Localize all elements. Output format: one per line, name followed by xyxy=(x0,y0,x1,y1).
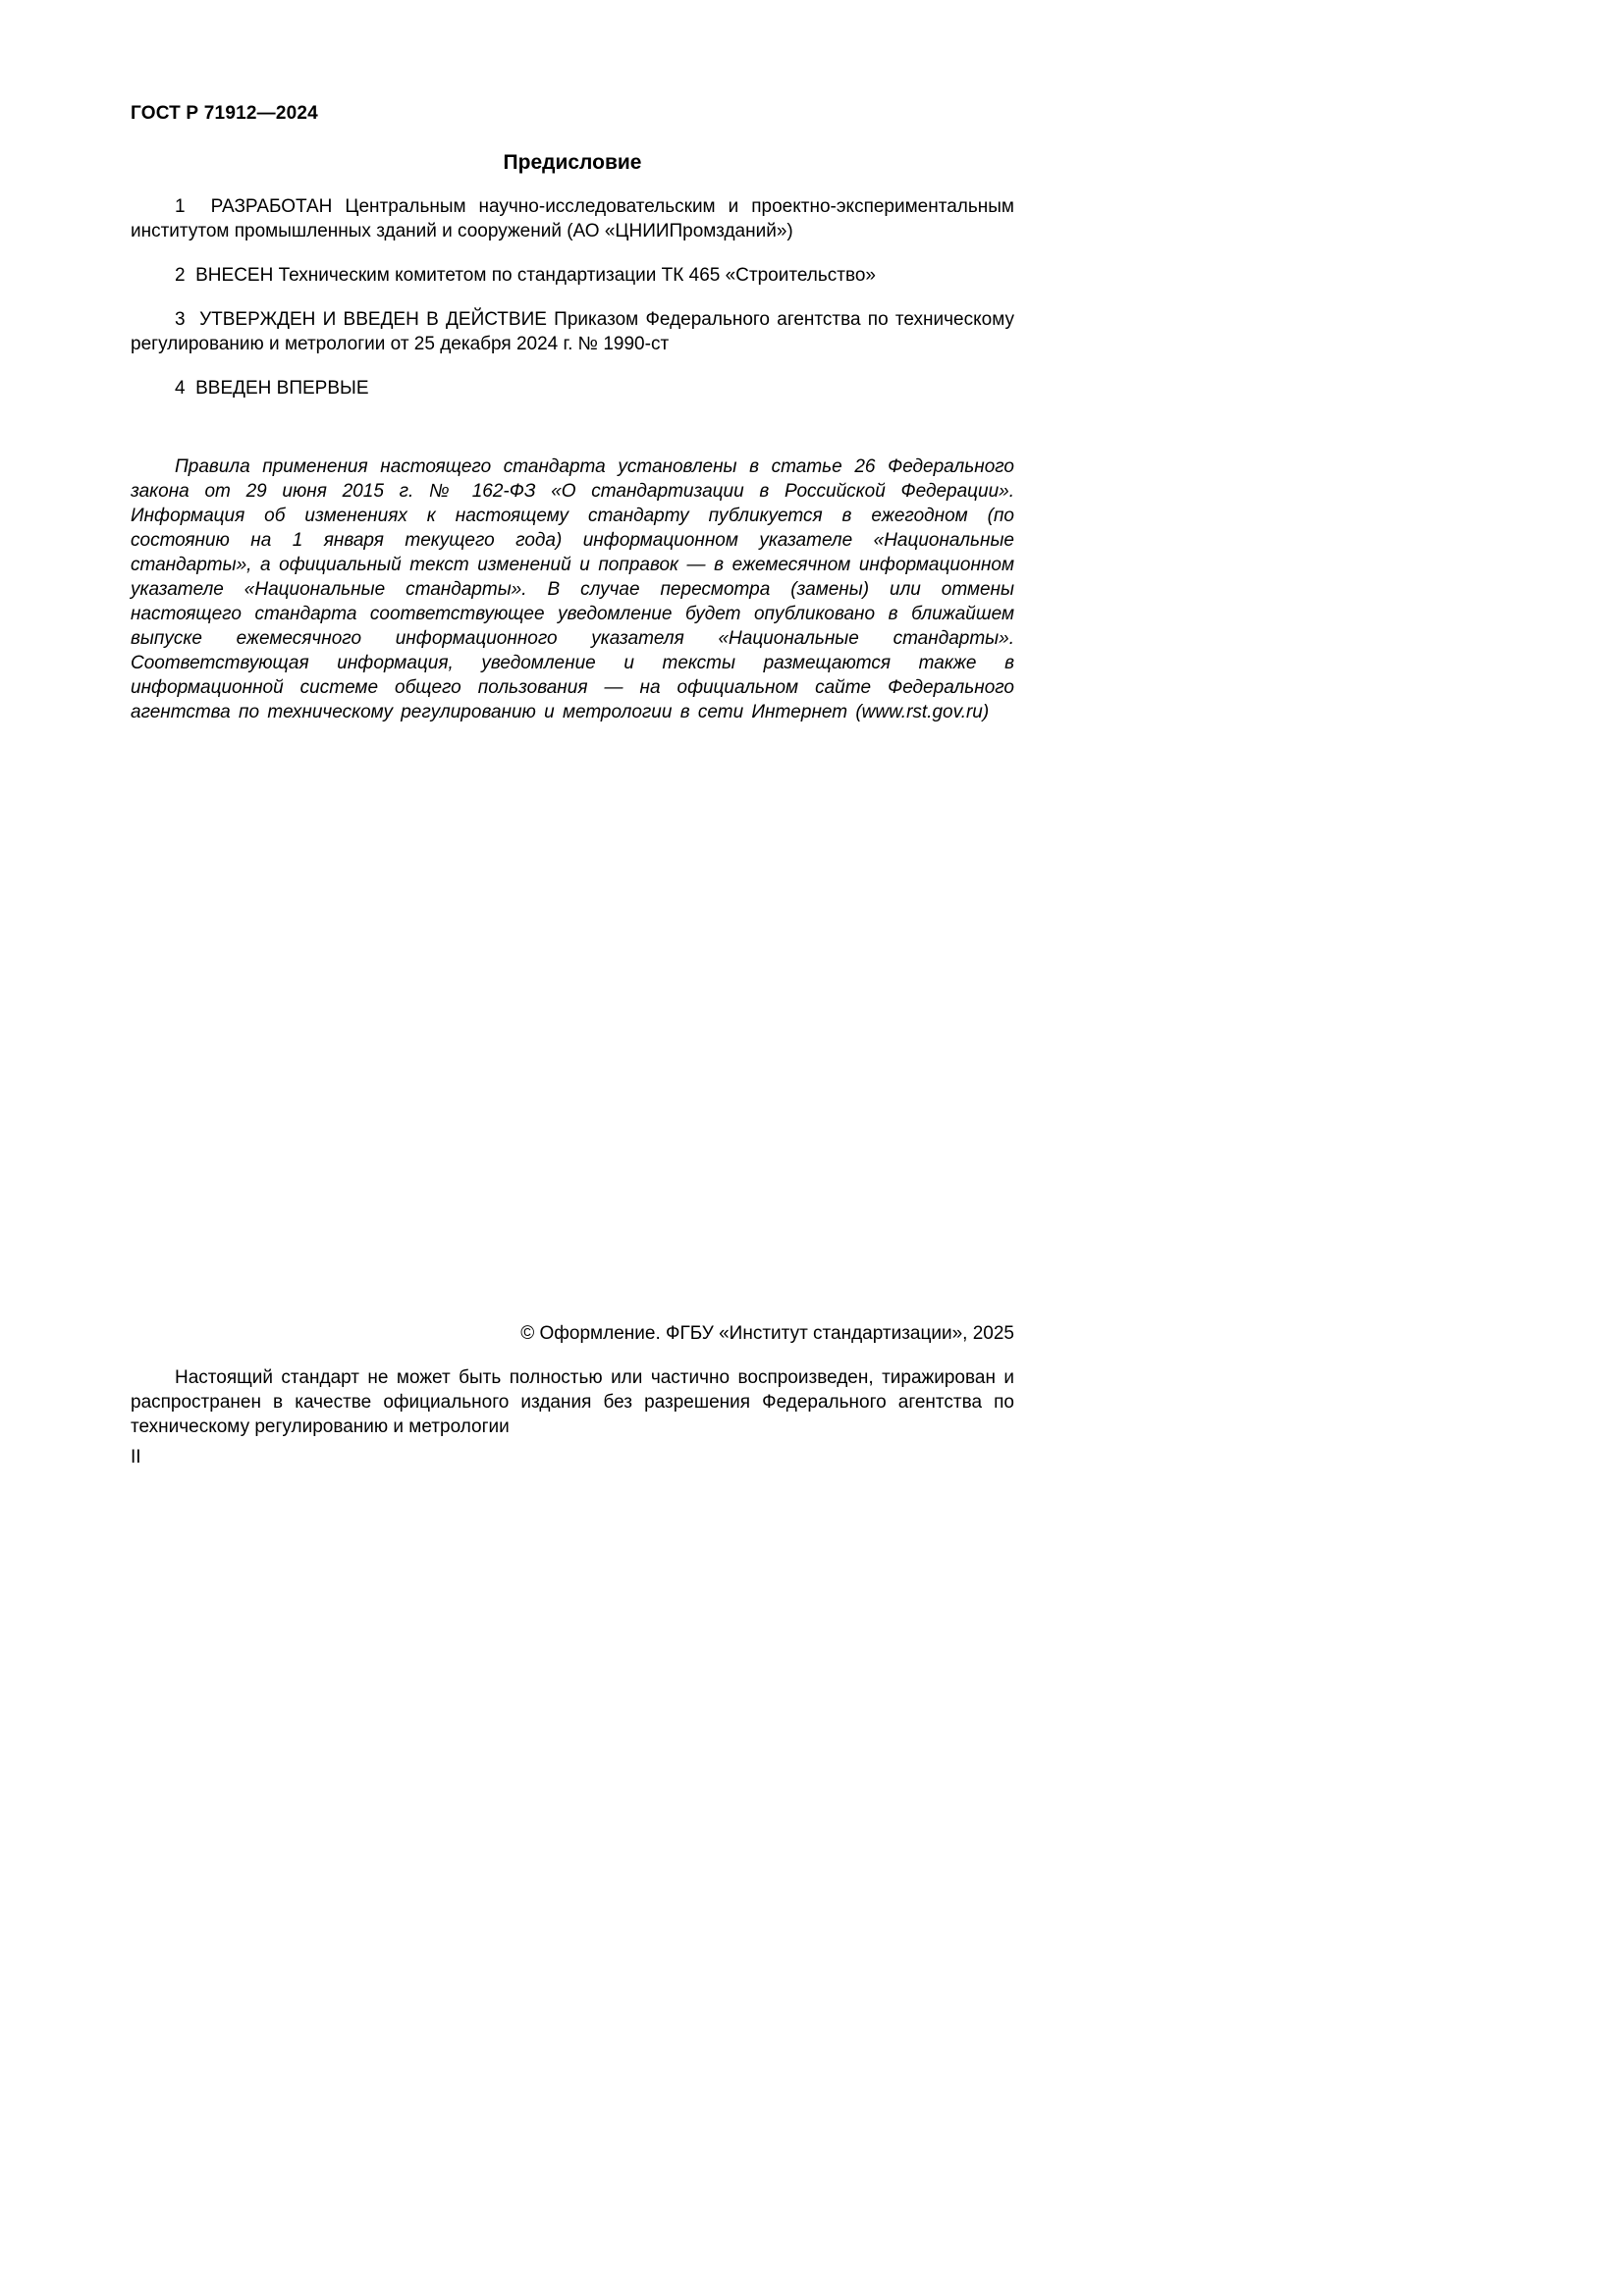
foreword-item-1: 1 РАЗРАБОТАН Центральным научно-исследовательским и проектно-экспериментальным институтом промышленных зданий и сооружений (АО «ЦНИИПромзданий») xyxy=(131,196,1014,241)
doc-code: ГОСТ Р 71912—2024 xyxy=(131,103,318,124)
page-number: II xyxy=(131,1447,141,1468)
foreword-item-2: 2 ВНЕСЕН Техническим комитетом по стандартизации ТК 465 «Строительство» xyxy=(175,265,876,286)
copyright-line: © Оформление. ФГБУ «Институт стандартизации», 2025 xyxy=(520,1323,1014,1344)
legal-notice: Правила применения настоящего стандарта установлены в статье 26 Федерального закона от 29 июня 2015 г. № 162-ФЗ «О стандартизации в Российской Федерации». Информация об изменениях к настоящему стандарту публикуется в ежегодном (по состоянию на 1 января текущего года) информационном указателе «Национальные стандарты», а официальный текст изменений и поправок — в ежемесячном информационном указателе «Национальные стандарты». В случае пересмотра (замены) или отмены настоящего стандарта соответствующее уведомление будет опубликовано в ближайшем выпуске ежемесячного информационного указателя «Национальные стандарты». Соответствующая информация, уведомление и тексты размещаются также в информационной системе общего пользования — на официальном сайте Федерального агентства по техническому регулированию и метрологии в сети Интернет (www.rst.gov.ru) xyxy=(131,456,1014,722)
restriction-paragraph: Настоящий стандарт не может быть полностью или частично воспроизведен, тиражирован и распространен в качестве официального издания без разрешения Федерального агентства по техническому регулированию и метрологии xyxy=(131,1367,1014,1437)
foreword-item-3: 3 УТВЕРЖДЕН И ВВЕДЕН В ДЕЙСТВИЕ Приказом Федерального агентства по техническому регулированию и метрологии от 25 декабря 2024 г. № 1990-ст xyxy=(131,309,1014,354)
foreword-item-4: 4 ВВЕДЕН ВПЕРВЫЕ xyxy=(175,378,369,399)
page-content xyxy=(131,0,1014,1469)
page-title: Предисловие xyxy=(503,151,642,174)
